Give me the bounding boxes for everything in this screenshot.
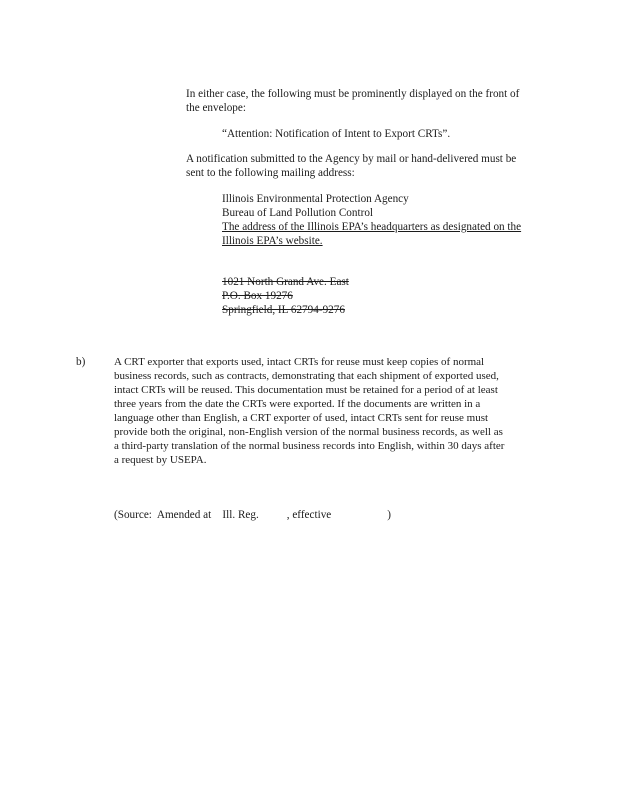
struck-address-block — [222, 275, 349, 317]
struck-address-city: Springfield, IL 62794-9276 — [222, 304, 345, 316]
section-b-label: b) — [76, 356, 86, 368]
section-b-line-3: intact CRTs will be reused. This documentation must be retained for a period of at least — [114, 384, 498, 396]
mailing-line-1: A notification submitted to the Agency by mail or hand-delivered must be — [186, 153, 517, 165]
source-note-text: (Source: Amended at Ill. Reg. , effective ) — [114, 509, 391, 521]
section-b-paragraph — [114, 355, 504, 467]
attention-notice — [222, 127, 450, 141]
intro-paragraph — [186, 87, 519, 115]
section-b-line-6: provide both the original, non-English version of the normal business records, as well as — [114, 426, 503, 438]
section-b-line-2: business records, such as contracts, demonstrating that each shipment of exported used, — [114, 370, 499, 382]
mailing-paragraph — [186, 152, 516, 180]
mailing-line-2: sent to the following mailing address: — [186, 167, 355, 179]
section-b-line-8: a request by USEPA. — [114, 454, 207, 466]
intro-line-1: In either case, the following must be prominently displayed on the front of — [186, 88, 520, 100]
address-line-bureau: Bureau of Land Pollution Control — [222, 207, 374, 219]
struck-address-street: 1021 North Grand Ave. East — [222, 276, 349, 288]
section-b-line-5: language other than English, a CRT exporter of used, intact CRTs sent for reuse must — [114, 412, 489, 424]
address-line-agency: Illinois Environmental Protection Agency — [222, 193, 409, 205]
attention-line: “Attention: Notification of Intent to Export CRTs”. — [222, 128, 451, 140]
address-inserted-line-1: The address of the Illinois EPA’s headquarters as designated on the — [222, 221, 522, 233]
struck-address-pobox: P.O. Box 19276 — [222, 290, 293, 302]
address-block — [222, 192, 521, 248]
source-note — [114, 480, 391, 550]
section-b-line-7: a third-party translation of the normal business records into English, within 30 days after — [114, 440, 505, 452]
section-b-line-4: three years from the date the CRTs were exported. If the documents are written in a — [114, 398, 481, 410]
address-inserted-line-2: Illinois EPA’s website. — [222, 235, 323, 247]
intro-line-2: the envelope: — [186, 102, 246, 114]
section-b-line-1: A CRT exporter that exports used, intact CRTs for reuse must keep copies of normal — [114, 356, 485, 368]
